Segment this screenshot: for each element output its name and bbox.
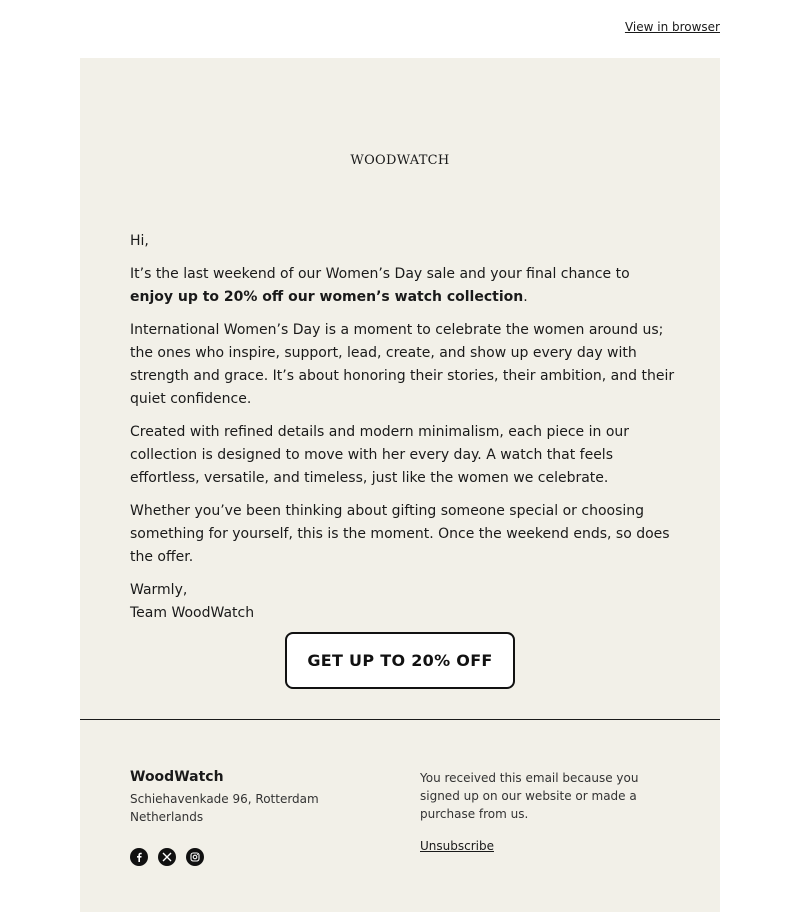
greeting: Hi, xyxy=(130,233,149,249)
intro-period: . xyxy=(523,289,528,305)
footer-legal xyxy=(420,769,675,855)
email-body xyxy=(130,230,675,625)
footer-brand: WoodWatch xyxy=(130,769,224,785)
footer-address xyxy=(130,790,360,826)
x-icon[interactable] xyxy=(158,848,176,866)
signature: Team WoodWatch xyxy=(130,605,255,621)
get-discount-button[interactable]: GET UP TO 20% OFF xyxy=(285,632,515,689)
footer-divider xyxy=(80,719,720,720)
paragraph-gifting: Whether you’ve been thinking about gifting someone special or choosing something for yourself, this is the moment. Once the weekend ends, so does the offer. xyxy=(130,503,670,565)
intro-text: It’s the last weekend of our Women’s Day sale and your final chance to xyxy=(130,266,630,282)
social-links xyxy=(130,848,360,866)
unsubscribe-link[interactable]: Unsubscribe xyxy=(420,839,494,853)
address-line-2: Netherlands xyxy=(130,810,204,824)
view-in-browser-link[interactable]: View in browser xyxy=(624,20,720,34)
paragraph-womens-day: International Women’s Day is a moment to celebrate the women around us; the ones who inspire, support, lead, create, and show up every day with strength and grace. It’s about honoring their stories, their ambition, and their quiet confidence. xyxy=(130,322,675,407)
footer-company-info xyxy=(130,769,360,866)
signoff: Warmly, xyxy=(130,582,188,598)
instagram-icon[interactable] xyxy=(186,848,204,866)
intro-offer-highlight: enjoy up to 20% off our women’s watch collection xyxy=(130,289,524,305)
facebook-icon[interactable] xyxy=(130,848,148,866)
signup-notice: You received this email because you signed up on our website or made a purchase from us. xyxy=(420,771,639,821)
email-card xyxy=(80,58,720,912)
woodwatch-logo: WOODWATCH xyxy=(350,153,450,168)
cta-container xyxy=(80,632,720,689)
address-line-1: Schiehavenkade 96, Rotterdam xyxy=(130,792,319,806)
intro-paragraph xyxy=(130,263,675,309)
paragraph-collection: Created with refined details and modern minimalism, each piece in our collection is designed to move with her every day. A watch that feels effortless, versatile, and timeless, just like the women we celebrate. xyxy=(130,424,630,486)
